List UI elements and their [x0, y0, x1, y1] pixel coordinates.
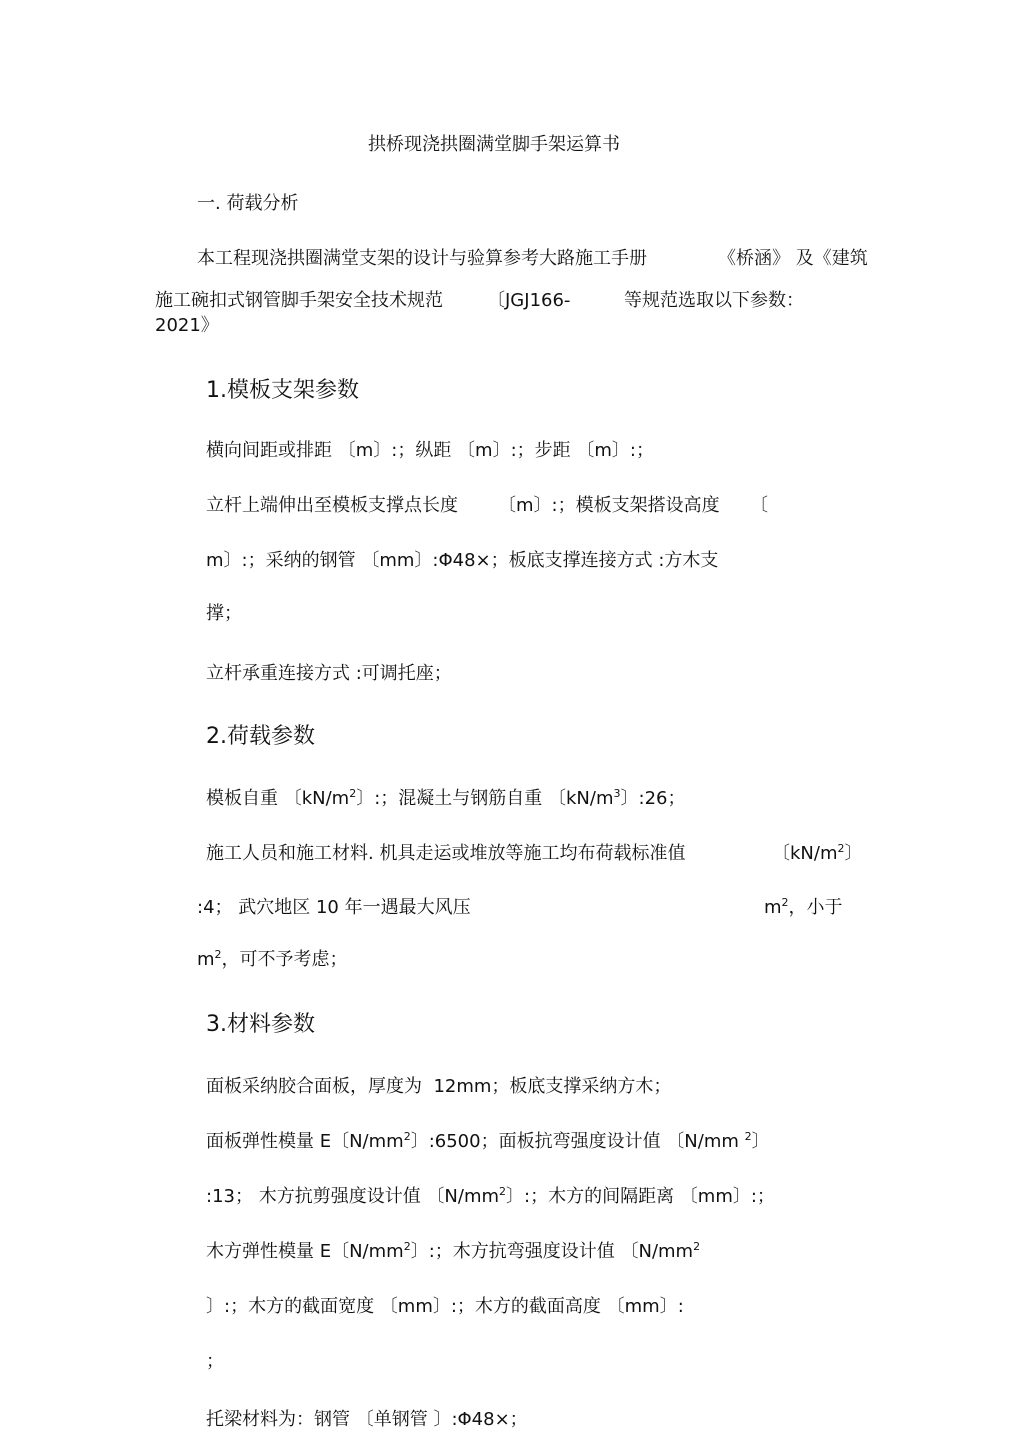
material-para-6: ；: [206, 1351, 224, 1372]
material-para-2: 面板弹性模量 E〔$N/mm^2$〕:6500；面板抗弯强度设计值 〔N/mm $^2$〕: [206, 1130, 770, 1152]
formwork-para-2c: 〔: [750, 495, 768, 516]
load-para-2a: 施工人员和施工材料. 机具走运或堆放等施工均布荷载标准值: [206, 843, 686, 864]
formwork-para-5: 立杆承重连接方式 :可调托座；: [206, 663, 452, 684]
formwork-para-3: m〕:；采纳的钢管 〔mm〕:Φ48×；板底支撑连接方式 :方木支: [206, 550, 719, 571]
document-title: 拱桥现浇拱圈满堂脚手架运算书: [368, 134, 620, 155]
load-para-1: 模板自重 〔$kN/m^2$〕:；混凝土与钢筋自重 〔$kN/m^3$〕:26；: [206, 787, 686, 809]
intro-line-1b: 《桥涵》 及《建筑: [718, 248, 868, 269]
material-para-7: 托梁材料为：钢管 〔单钢管 〕:Φ48×；: [206, 1409, 528, 1430]
load-para-3a: :4； 武穴地区 10 年一遇最大风压: [197, 897, 471, 918]
intro-line-2b: 〔JGJ166-: [487, 290, 571, 311]
formwork-para-2b: 〔m〕:；模板支架搭设高度: [498, 495, 720, 516]
formwork-para-1: 横向间距或排距 〔m〕:；纵距 〔m〕:；步距 〔m〕:；: [206, 440, 654, 461]
subsection-heading-load: 2.荷载参数: [206, 724, 315, 749]
load-para-4: $m^2$，可不予考虑；: [197, 948, 348, 970]
material-para-3: :13； 木方抗剪强度设计值 〔$N/mm^2$〕:；木方的间隔距离 〔mm〕:；: [206, 1185, 775, 1207]
subsection-heading-formwork: 1.模板支架参数: [206, 378, 359, 403]
material-para-4: 木方弹性模量 E〔$N/mm^2$〕:；木方抗弯强度设计值 〔$N/mm^2$: [206, 1240, 701, 1262]
intro-line-1a: 本工程现浇拱圈满堂支架的设计与验算参考大路施工手册: [197, 248, 647, 269]
section-heading-load-analysis: 一. 荷载分析: [197, 193, 299, 214]
formwork-para-4: 撑；: [206, 603, 242, 624]
intro-line-2a: 施工碗扣式钢管脚手架安全技术规范: [155, 290, 443, 311]
load-para-3b: $m^2$，小于: [764, 896, 843, 918]
material-para-1: 面板采纳胶合面板，厚度为 12mm；板底支撑采纳方木；: [206, 1076, 672, 1097]
load-para-2b: 〔$kN/m^2$〕: [772, 842, 863, 864]
intro-line-2c: 等规范选取以下参数：: [624, 290, 804, 311]
intro-line-3: 2021》: [155, 315, 219, 336]
formwork-para-2a: 立杆上端伸出至模板支撑点长度: [206, 495, 458, 516]
subsection-heading-material: 3.材料参数: [206, 1012, 315, 1037]
material-para-5: 〕:；木方的截面宽度 〔mm〕:；木方的截面高度 〔mm〕:: [206, 1296, 684, 1317]
